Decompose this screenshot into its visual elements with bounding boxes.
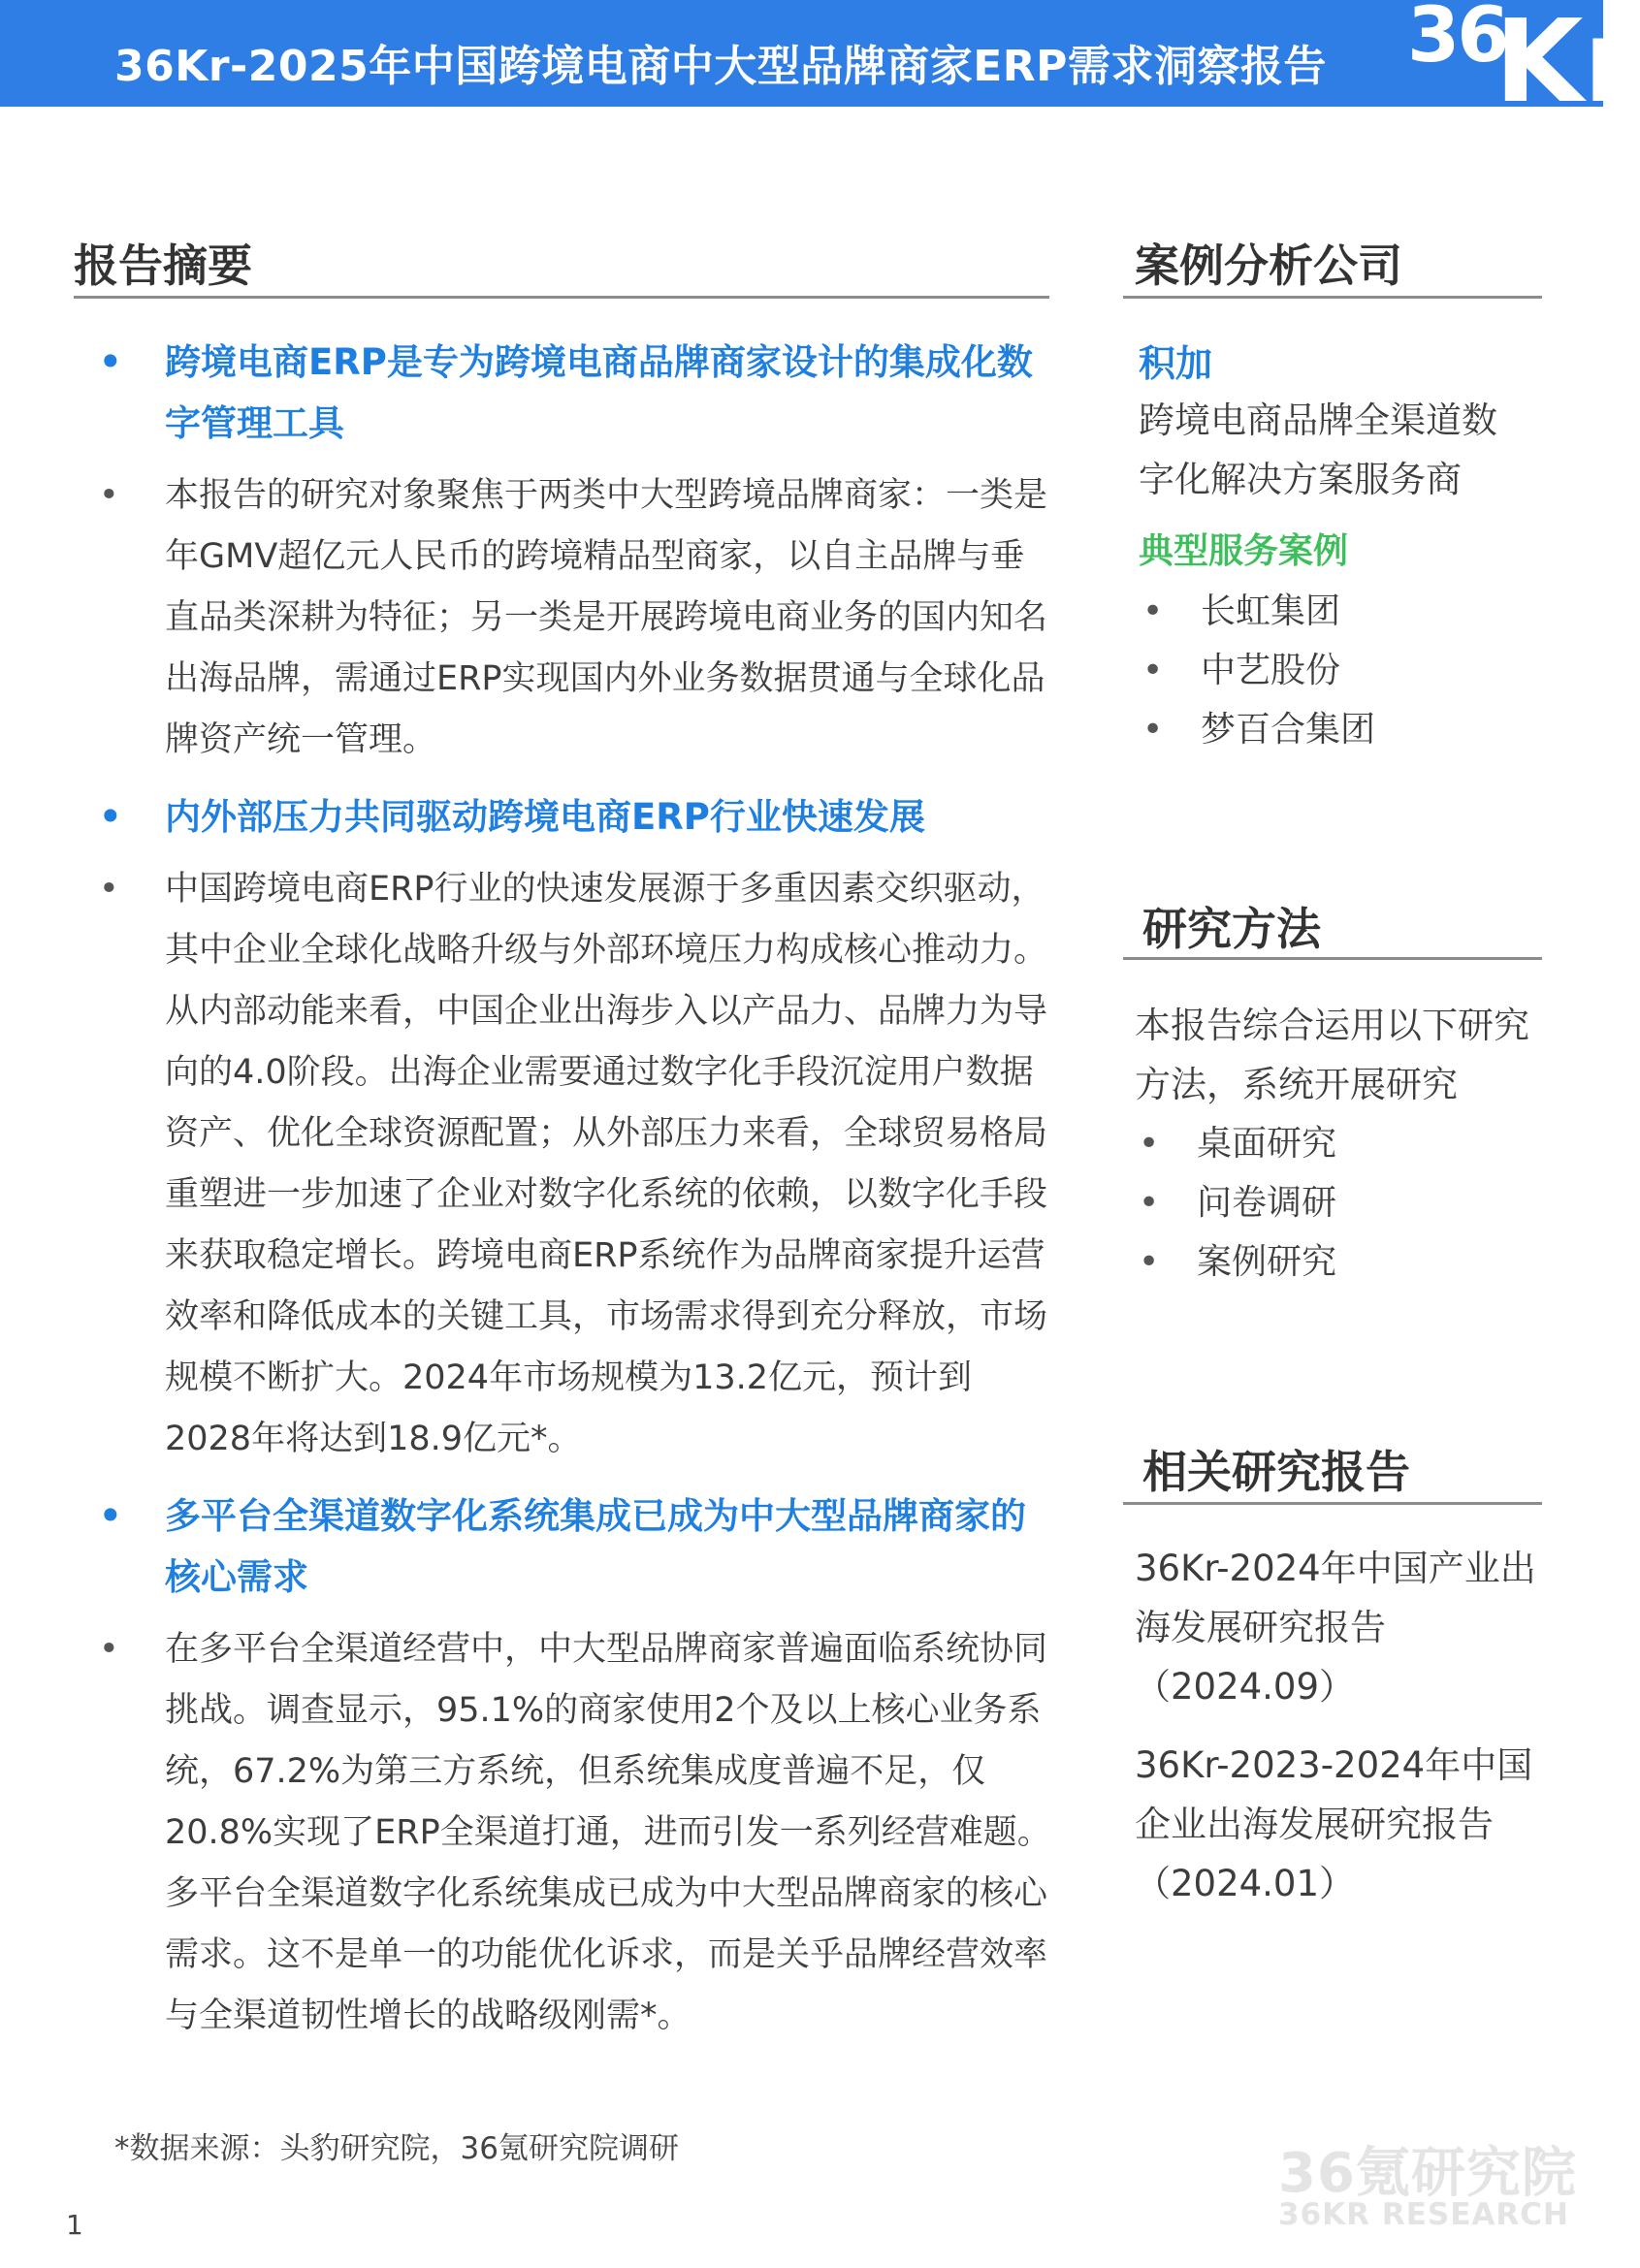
method-item <box>1135 1232 1523 1292</box>
summary-highlight-3 <box>97 1485 1057 1608</box>
case-company-divider <box>1123 296 1542 299</box>
bullet: • <box>99 341 122 383</box>
company-name: 积加 <box>1139 342 1213 385</box>
summary-paragraph-text: 中国跨境电商ERP行业的快速发展源于多重因素交织驱动，其中企业全球化战略升级与外部环境压力构成核心推动力。从内部动能来看，中国企业出海步入以产品力、品牌力为导向的4.0阶段。出海企业需要通过数字化手段沉淀用户数据资产、优化全球资源配置；从外部压力来看，全球贸易格局重塑进一步加速了企业对数字化系统的依赖，以数字化手段来获取稳定增长。跨境电商ERP系统作为品牌商家提升运营效率和降低成本的关键工具，市场需求得到充分释放，市场规模不断扩大。2024年市场规模为13.2亿元，预计到2028年将达到18.9亿元*。 <box>165 870 1048 1458</box>
case-item-text: 中艺股份 <box>1201 651 1341 690</box>
methods-list <box>1135 1114 1523 1292</box>
related-title: 相关研究报告 <box>1142 1446 1410 1498</box>
36kr-logo <box>1399 0 1640 128</box>
related-report-date: （2024.01） <box>1135 1863 1356 1904</box>
summary-paragraph-text: 在多平台全渠道经营中，中大型品牌商家普遍面临系统协同挑战。调查显示，95.1%的商家使用2个及以上核心业务系统，67.2%为第三方系统，但系统集成度普遍不足，仅20.8%实现了ERP全渠道打通，进而引发一系列经营难题。多平台全渠道数字化系统集成已成为中大型品牌商家的核心需求。这不是单一的功能优化诉求，而是关乎品牌经营效率与全渠道韧性增长的战略级刚需*。 <box>165 1630 1051 2035</box>
bullet: • <box>99 796 122 838</box>
bullet: • <box>1139 1124 1160 1164</box>
watermark-cn: 36氪研究院 <box>1278 2142 1577 2205</box>
related-report-1[interactable] <box>1135 1539 1542 1716</box>
related-report-title: 36Kr-2023-2024年中国企业出海发展研究报告 <box>1135 1744 1533 1845</box>
data-source-footnote: *数据来源：头豹研究院，36氪研究院调研 <box>114 2131 679 2166</box>
bullet: • <box>99 1630 119 1669</box>
related-divider <box>1123 1502 1542 1505</box>
company-description: 跨境电商品牌全渠道数字化解决方案服务商 <box>1139 399 1497 500</box>
bullet: • <box>99 870 119 909</box>
bullet: • <box>1142 591 1164 631</box>
case-company-title: 案例分析公司 <box>1135 240 1402 292</box>
related-report-2[interactable] <box>1135 1736 1542 1913</box>
logo-number: 36 <box>1407 0 1507 80</box>
summary-highlight-text: 多平台全渠道数字化系统集成已成为中大型品牌商家的核心需求 <box>165 1495 1026 1598</box>
summary-paragraph-1 <box>97 465 1057 771</box>
page-number: 1 <box>66 2209 83 2241</box>
method-item <box>1135 1173 1523 1232</box>
case-item-text: 长虹集团 <box>1201 591 1341 631</box>
summary-highlight-1 <box>97 332 1057 454</box>
bullet: • <box>99 476 119 515</box>
summary-title: 报告摘要 <box>74 240 252 292</box>
summary-highlight-text: 内外部压力共同驱动跨境电商ERP行业快速发展 <box>165 796 925 838</box>
method-item-text: 问卷调研 <box>1197 1183 1337 1223</box>
methods-title: 研究方法 <box>1142 903 1321 955</box>
case-item-text: 梦百合集团 <box>1201 710 1376 750</box>
summary-highlight-2 <box>97 786 1057 847</box>
summary-paragraph-text: 本报告的研究对象聚焦于两类中大型跨境品牌商家：一类是年GMV超亿元人民币的跨境精品型商家，以自主品牌与垂直品类深耕为特征；另一类是开展跨境电商业务的国内知名出海品牌，需通过ERP实现国内外业务数据贯通与全球化品牌资产统一管理。 <box>165 476 1048 759</box>
bullet: • <box>1139 1183 1160 1223</box>
logo-kr: Kr <box>1495 0 1640 128</box>
method-item-text: 案例研究 <box>1197 1242 1337 1282</box>
watermark-en: 36KR RESEARCH <box>1278 2197 1569 2232</box>
methods-intro: 本报告综合运用以下研究方法，系统开展研究 <box>1135 1005 1529 1105</box>
cases-label: 典型服务案例 <box>1139 531 1349 571</box>
bullet: • <box>1142 651 1164 690</box>
related-report-date: （2024.09） <box>1135 1666 1356 1708</box>
case-item <box>1139 700 1527 759</box>
method-item <box>1135 1114 1523 1173</box>
summary-paragraph-3 <box>97 1619 1057 2047</box>
summary-divider <box>74 296 1049 299</box>
bullet: • <box>1139 1242 1160 1282</box>
bullet: • <box>99 1495 122 1537</box>
related-report-title: 36Kr-2024年中国产业出海发展研究报告 <box>1135 1548 1536 1648</box>
methods-divider <box>1123 957 1542 960</box>
summary-list <box>97 332 1057 2062</box>
method-item-text: 桌面研究 <box>1197 1124 1337 1164</box>
summary-highlight-text: 跨境电商ERP是专为跨境电商品牌商家设计的集成化数字管理工具 <box>165 341 1033 444</box>
header-bar <box>0 0 1640 128</box>
case-item <box>1139 582 1527 641</box>
case-item <box>1139 641 1527 700</box>
report-title: 36Kr-2025年中国跨境电商中大型品牌商家ERP需求洞察报告 <box>114 42 1327 91</box>
cases-list <box>1139 582 1527 759</box>
bullet: • <box>1142 710 1164 750</box>
summary-paragraph-2 <box>97 859 1057 1470</box>
